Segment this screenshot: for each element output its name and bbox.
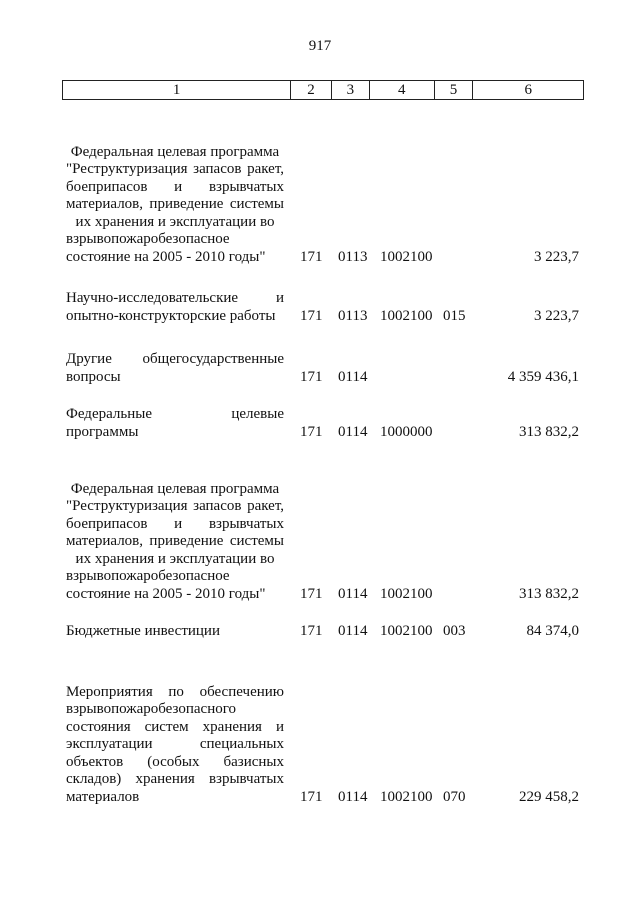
table-row [0, 404, 640, 441]
header-col-2: 2 [291, 81, 332, 99]
name-line: боеприпасов и взрывчатых [66, 178, 284, 195]
table-header [62, 80, 584, 100]
cell-csr: 1000000 [380, 423, 433, 440]
cell-csr: 1002100 [380, 788, 433, 805]
cell-vr: 015 [443, 307, 466, 324]
name-line: Федеральная целевая программа [70, 143, 280, 160]
cell-sum: 313 832,2 [519, 585, 579, 602]
cell-vr: 070 [443, 788, 466, 805]
table-row [0, 478, 640, 603]
name-line: взрывопожаробезопасное [66, 568, 230, 584]
name-line: Бюджетные инвестиции [66, 622, 220, 639]
cell-csr: 1002100 [380, 585, 433, 602]
cell-ved: 171 [300, 585, 323, 602]
name-line: Научно-исследовательские и [66, 290, 284, 306]
cell-sum: 3 223,7 [534, 248, 579, 265]
cell-sum: 84 374,0 [526, 622, 579, 639]
name-line: складов) хранения взрывчатых [66, 771, 284, 787]
row-name [66, 684, 284, 807]
header-col-3: 3 [332, 81, 370, 99]
name-line: программы [66, 423, 139, 440]
name-line: материалов, приведение системы [66, 533, 284, 549]
name-line: "Реструктуризация запасов ракет, [66, 498, 284, 514]
name-line: Федеральная целевая программа [70, 480, 280, 497]
name-line: эксплуатации специальных [66, 736, 284, 752]
name-line: Другие общегосударственные [66, 351, 284, 367]
row-name [66, 481, 284, 604]
name-line: вопросы [66, 368, 121, 385]
cell-rz: 0114 [338, 622, 368, 639]
header-col-5: 5 [435, 81, 474, 99]
cell-csr: 1002100 [380, 248, 433, 265]
row-name [66, 351, 284, 386]
name-line: материалов, приведение системы [66, 196, 284, 212]
name-line: их хранения и эксплуатации во [75, 213, 275, 230]
header-col-6: 6 [524, 82, 532, 98]
name-line: боеприпасов и взрывчатых [66, 515, 284, 532]
cell-ved: 171 [300, 788, 323, 805]
row-name [66, 623, 284, 641]
cell-sum: 3 223,7 [534, 307, 579, 324]
cell-ved: 171 [300, 622, 323, 639]
name-line: состояние на 2005 - 2010 годы" [66, 585, 266, 602]
name-line: материалов [66, 788, 140, 805]
cell-ved: 171 [300, 248, 323, 265]
name-line: опытно-конструкторские работы [66, 307, 276, 324]
cell-rz: 0114 [338, 788, 368, 805]
name-line: объектов (особых базисных [66, 753, 284, 770]
page-number: 917 [308, 38, 332, 54]
table-row [0, 681, 640, 806]
header-col-4: 4 [370, 81, 435, 99]
row-name [66, 144, 284, 267]
cell-sum: 313 832,2 [519, 423, 579, 440]
cell-rz: 0114 [338, 368, 368, 385]
cell-ved: 171 [300, 423, 323, 440]
cell-sum: 4 359 436,1 [507, 368, 579, 385]
cell-csr: 1002100 [380, 622, 433, 639]
name-line: состояние на 2005 - 2010 годы" [66, 248, 266, 265]
name-line: Федеральные целевые [66, 406, 284, 422]
name-line: взрывопожаробезопасного [66, 701, 237, 717]
table-row [0, 288, 640, 325]
cell-vr: 003 [443, 622, 466, 639]
cell-rz: 0113 [338, 307, 368, 324]
cell-rz: 0114 [338, 423, 368, 440]
row-name [66, 290, 284, 325]
header-col-1: 1 [63, 81, 291, 99]
name-line: "Реструктуризация запасов ракет, [66, 161, 284, 177]
name-line: Мероприятия по обеспечению [66, 683, 284, 700]
table-row [0, 349, 640, 386]
cell-rz: 0114 [338, 585, 368, 602]
cell-ved: 171 [300, 307, 323, 324]
name-line: состояния систем хранения и [66, 718, 284, 735]
name-line: взрывопожаробезопасное [66, 231, 230, 247]
cell-csr: 1002100 [380, 307, 433, 324]
table-row [0, 141, 640, 266]
name-line: их хранения и эксплуатации во [75, 550, 275, 567]
table-row [0, 621, 640, 640]
cell-sum: 229 458,2 [519, 788, 579, 805]
row-name [66, 406, 284, 441]
cell-rz: 0113 [338, 248, 368, 265]
cell-ved: 171 [300, 368, 323, 385]
